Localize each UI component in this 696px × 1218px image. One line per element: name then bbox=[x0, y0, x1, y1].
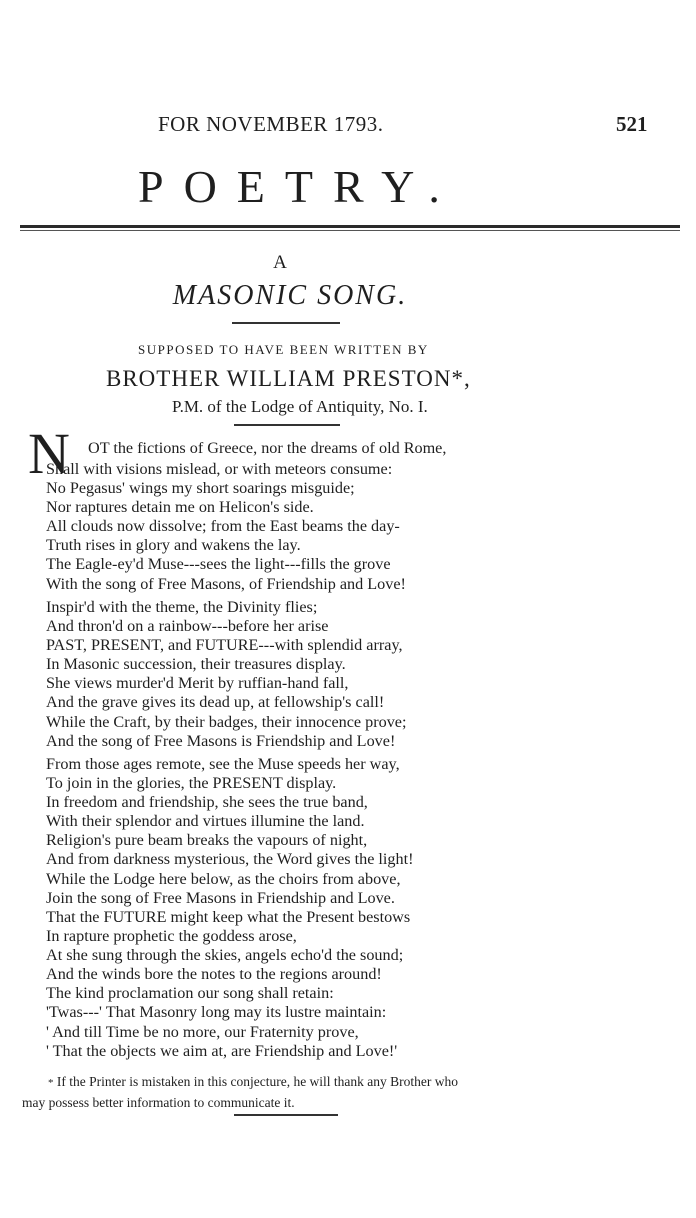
poem-line: All clouds now dissolve; from the East beams the day- bbox=[46, 517, 400, 536]
footnote-line bbox=[22, 1072, 682, 1093]
section-rule bbox=[20, 225, 680, 228]
page-number: 521 bbox=[616, 112, 648, 136]
author-lodge: P.M. of the Lodge of Antiquity, No. I. bbox=[172, 397, 428, 416]
poem-line: And the winds bore the notes to the regions around! bbox=[46, 965, 382, 984]
section-title: POETRY. bbox=[138, 161, 460, 212]
song-article: A bbox=[273, 252, 287, 273]
poem-line: From those ages remote, see the Muse speeds her way, bbox=[46, 755, 400, 773]
poem-line: Join the song of Free Masons in Friendship and Love. bbox=[46, 888, 395, 907]
poem-first-line: OT the fictions of Greece, nor the dreams of old Rome, bbox=[88, 439, 447, 457]
poem-line: That the FUTURE might keep what the Present bestows bbox=[46, 908, 411, 926]
poem-line: The Eagle-ey'd Muse---sees the light---fills the grove bbox=[46, 555, 391, 574]
poem-line: Truth rises in glory and wakens the lay. bbox=[46, 536, 301, 555]
poem-line: And the grave gives its dead up, at fellowship's call! bbox=[46, 693, 385, 712]
author-name: BROTHER WILLIAM PRESTON*, bbox=[106, 366, 471, 391]
poem-line: ' And till Time be no more, our Fraternity prove, bbox=[46, 1022, 359, 1041]
footnote-text: If the Printer is mistaken in this conjecture, he will thank any Brother who bbox=[56, 1074, 459, 1089]
poem-line: ' That the objects we aim at, are Friendship and Love!' bbox=[46, 1041, 398, 1060]
end-rule bbox=[234, 1114, 338, 1116]
stanza-2 bbox=[46, 598, 407, 751]
poem-line: Inspir'd with the theme, the Divinity flies; bbox=[46, 598, 318, 616]
footnote-line: may possess better information to communicate it. bbox=[22, 1095, 295, 1110]
section-rule-thin bbox=[20, 230, 680, 231]
poem-line: In rapture prophetic the goddess arose, bbox=[46, 927, 297, 946]
poem-line: While the Craft, by their badges, their innocence prove; bbox=[46, 712, 407, 731]
drop-cap: N bbox=[28, 421, 70, 486]
footnote-mark: * bbox=[48, 1077, 54, 1089]
poem-line: Nor raptures detain me on Helicon's side. bbox=[46, 498, 314, 517]
poem-line: In freedom and friendship, she sees the true band, bbox=[46, 793, 368, 812]
poem-line: Shall with visions mislead, or with meteors consume: bbox=[46, 460, 393, 478]
poem-line: With the song of Free Masons, of Friendship and Love! bbox=[46, 574, 406, 593]
poem-line: Religion's pure beam breaks the vapours of night, bbox=[46, 831, 368, 850]
poem-line: And from darkness mysterious, the Word gives the light! bbox=[46, 850, 414, 869]
poem-line: At she sung through the skies, angels echo'd the sound; bbox=[46, 946, 404, 965]
poem-line: PAST, PRESENT, and FUTURE---with splendid array, bbox=[46, 636, 403, 655]
poem-line: While the Lodge here below, as the choirs from above, bbox=[46, 869, 401, 888]
running-head: FOR NOVEMBER 1793. bbox=[158, 112, 384, 136]
footnote bbox=[22, 1072, 682, 1112]
song-title: MASONIC SONG. bbox=[172, 280, 408, 311]
poem-line: The kind proclamation our song shall retain: bbox=[46, 984, 334, 1003]
title-rule bbox=[232, 322, 340, 324]
poem-line: In Masonic succession, their treasures display. bbox=[46, 655, 346, 674]
poem-line: And the song of Free Masons is Friendship and Love! bbox=[46, 731, 396, 750]
stanza-1 bbox=[46, 460, 406, 594]
stanza-3 bbox=[46, 755, 414, 908]
poem-line: With their splendor and virtues illumine the land. bbox=[46, 812, 365, 831]
author-rule bbox=[234, 424, 340, 426]
poem-line: She views murder'd Merit by ruffian-hand fall, bbox=[46, 674, 349, 693]
poem-line: No Pegasus' wings my short soarings misguide; bbox=[46, 479, 355, 498]
attribution-line: SUPPOSED TO HAVE BEEN WRITTEN BY bbox=[138, 342, 429, 357]
poem-line: To join in the glories, the PRESENT display. bbox=[46, 774, 337, 793]
poem-line: And thron'd on a rainbow---before her arise bbox=[46, 617, 329, 636]
poem-line: 'Twas---' That Masonry long may its lustre maintain: bbox=[46, 1003, 387, 1022]
stanza-4 bbox=[46, 908, 410, 1061]
